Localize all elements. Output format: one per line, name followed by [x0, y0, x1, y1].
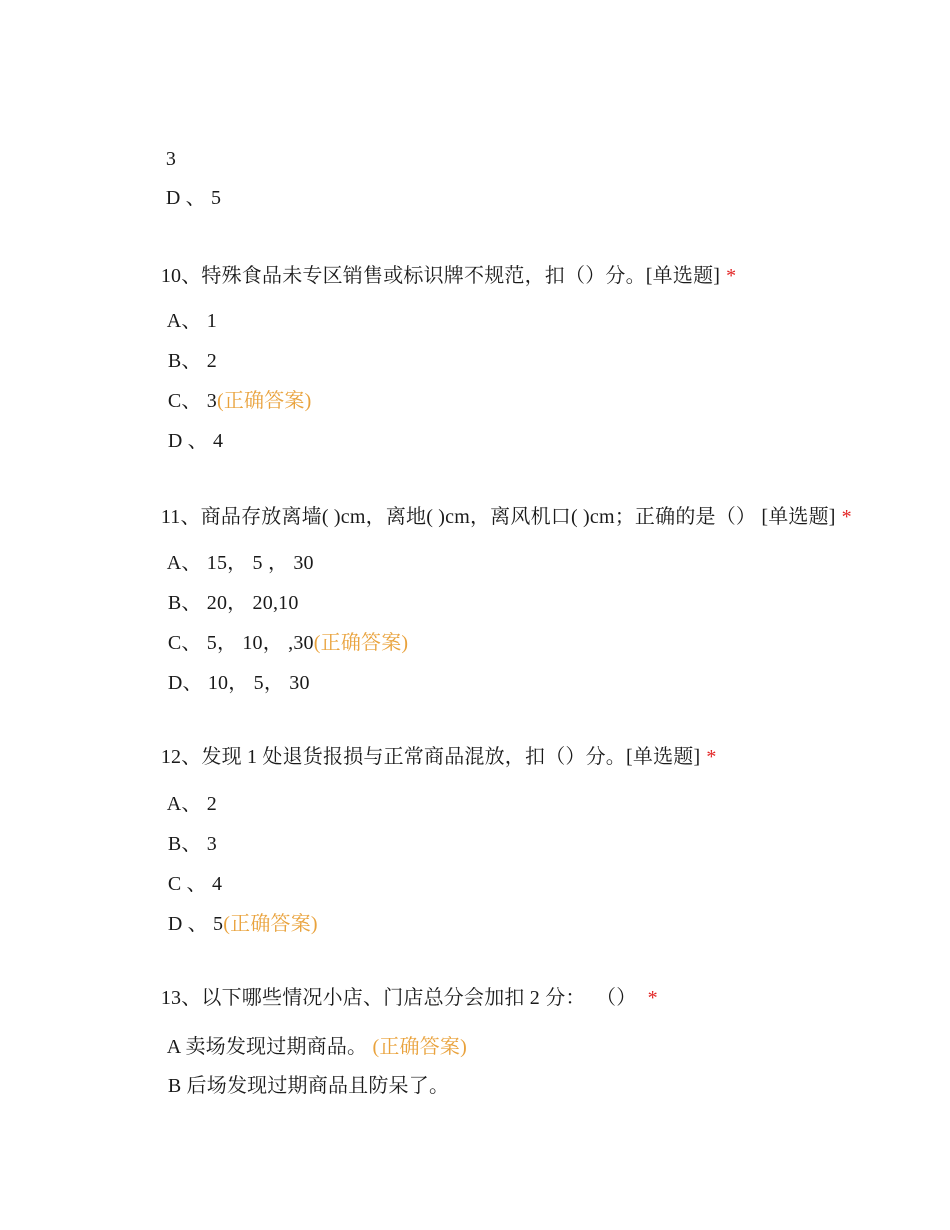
question-11-option-a [147, 524, 314, 574]
continuation-line-1 [145, 120, 177, 170]
required-asterisk: * [726, 265, 737, 287]
correct-answer-label: (正确答案) [223, 913, 318, 935]
question-11-title [140, 478, 852, 528]
option-text: D 、 5 [167, 913, 224, 935]
question-title-text: 11、商品存放离墙( )cm，离地( )cm，离风机口( )cm；正确的是（） [单选题] [160, 506, 836, 528]
question-10-option-a [147, 282, 217, 332]
question-10-option-c [147, 362, 312, 412]
option-text: B、 2 [167, 350, 217, 372]
question-13-option-b [147, 1047, 450, 1097]
required-asterisk: * [841, 506, 852, 528]
option-text: A、 2 [166, 793, 217, 815]
question-10-title [140, 237, 737, 287]
question-12-option-d [147, 885, 318, 935]
option-text: D 、 4 [167, 430, 224, 452]
question-13-option-a [147, 1008, 467, 1058]
required-asterisk: * [647, 987, 658, 1009]
option-text: B、 3 [167, 833, 217, 855]
option-text: D、 10， 5， 30 [167, 672, 310, 694]
question-13-title [140, 959, 658, 1009]
option-text: B、 20， 20,10 [167, 592, 299, 614]
question-12-option-c [147, 845, 223, 895]
question-12-option-a [147, 765, 217, 815]
question-10-option-b [147, 322, 217, 372]
option-text: C、 3 [167, 390, 217, 412]
correct-answer-label: (正确答案) [216, 390, 312, 412]
question-title-text: 12、发现 1 处退货报损与正常商品混放，扣（）分。[单选题] [160, 746, 701, 768]
correct-answer-label: (正确答案) [313, 632, 409, 654]
question-11-option-b [147, 564, 299, 614]
option-text: A 卖场发现过期商品。 [166, 1036, 373, 1058]
question-12-option-b [147, 805, 217, 855]
option-text: C 、 4 [167, 873, 223, 895]
question-title-text: 13、以下哪些情况小店、门店总分会加扣 2 分： （） [160, 987, 642, 1009]
continuation-text: D 、 5 [165, 187, 222, 209]
question-10-option-d [147, 402, 224, 452]
continuation-text: 3 [165, 148, 177, 170]
question-11-option-c [147, 604, 409, 654]
question-title-text: 10、特殊食品未专区销售或标识牌不规范，扣（）分。[单选题] [160, 265, 721, 287]
correct-answer-label: (正确答案) [372, 1036, 467, 1058]
option-text: B 后场发现过期商品且防呆了。 [167, 1075, 450, 1097]
option-text: A、 15， 5 ， 30 [166, 552, 314, 574]
option-text: A、 1 [166, 310, 217, 332]
continuation-line-2 [145, 159, 222, 209]
question-12-title [140, 718, 717, 768]
question-11-option-d [147, 644, 310, 694]
required-asterisk: * [706, 746, 717, 768]
option-text: C、 5， 10， ,30 [167, 632, 314, 654]
